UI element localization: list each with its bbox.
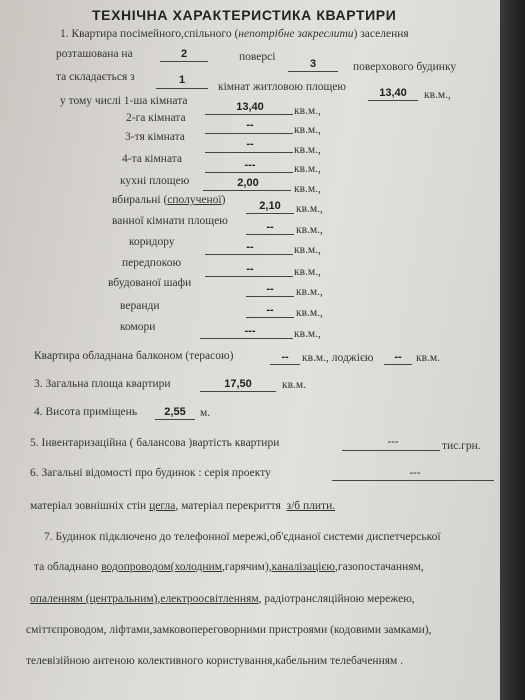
balcony-mid: кв.м., лоджією <box>302 352 374 364</box>
total-area-value: 17,50 <box>224 378 252 390</box>
located-on-label: розташована на <box>56 48 133 60</box>
corridor-line <box>205 254 293 255</box>
bath-label: ванної кімнати площею <box>112 215 228 227</box>
consists-label: та складається з <box>56 71 135 83</box>
floor-value: 2 <box>180 48 188 60</box>
loggia-line <box>384 364 412 365</box>
unit: кв.м., <box>294 328 321 340</box>
room1-value: 13,40 <box>236 101 264 113</box>
wardrobe-line <box>246 296 294 297</box>
kitchen-value: 2,00 <box>237 177 259 189</box>
wardrobe-value: -- <box>266 283 274 295</box>
total-area-unit: кв.м. <box>282 379 307 391</box>
loggia-value: -- <box>394 351 402 363</box>
living-area-line <box>368 100 418 101</box>
unit: кв.м., <box>296 203 323 215</box>
total-area-line <box>200 391 276 392</box>
walls-material: цегла <box>149 500 176 512</box>
bath-value: -- <box>266 221 274 233</box>
bath-line <box>246 234 294 235</box>
p7-line4: сміттєпроводом, ліфтами,замковопереговорними пристроями (кодовими замками), <box>26 624 432 636</box>
living-area-value: 13,40 <box>379 87 407 99</box>
room2-value: -- <box>246 119 254 131</box>
unit: кв.м., <box>294 144 321 156</box>
unit: кв.м., <box>296 286 323 298</box>
rooms-line <box>156 88 208 89</box>
p7-line2: та обладнано водопроводом(холодним,гарячим),каналізацією,газопостачанням, <box>34 561 424 573</box>
kitchen-label: кухні площею <box>120 175 190 187</box>
rooms-value: 1 <box>178 74 186 86</box>
inventory-value: --- <box>387 436 399 448</box>
floors-material: з/б плити. <box>286 500 336 512</box>
height-value: 2,55 <box>164 406 186 418</box>
p7-line5: телевізійною антеною колективного користування,кабельним телебаченням . <box>26 655 404 667</box>
p7-line3: опаленням (центральним),електроосвітленням, радіотрансляційною мережею, <box>30 593 415 605</box>
hall-value: -- <box>246 263 254 275</box>
storage-line <box>200 338 293 339</box>
building-word: поверхового будинку <box>353 61 457 73</box>
toilet-line <box>246 213 294 214</box>
unit: кв.м., <box>294 266 321 278</box>
inventory-unit: тис.грн. <box>442 440 481 452</box>
floors-total-line <box>288 71 338 72</box>
balcony-value: -- <box>281 351 289 363</box>
p7-line1: 7. Будинок підключено до телефонної мережі,об'єднаної системи диспетчерської <box>44 531 441 543</box>
hall-label: передпокою <box>122 257 182 269</box>
room2-label: 2-га кімната <box>126 112 186 124</box>
toilet-value: 2,10 <box>259 200 281 212</box>
height-unit: м. <box>200 407 211 419</box>
unit: кв.м., <box>294 124 321 136</box>
room4-line <box>205 172 293 173</box>
hall-line <box>205 276 293 277</box>
inventory-line <box>342 450 440 451</box>
unit: кв.м., <box>294 163 321 175</box>
total-area-label: 3. Загальна площа квартири <box>34 378 171 390</box>
floors-total-value: 3 <box>309 58 317 70</box>
room3-line <box>205 152 293 153</box>
floor-word: поверсі <box>239 51 276 63</box>
kitchen-line <box>203 190 291 191</box>
balcony-unit: кв.м. <box>416 352 441 364</box>
unit: кв.м., <box>424 89 451 101</box>
veranda-label: веранди <box>120 300 160 312</box>
corridor-label: коридору <box>129 236 175 248</box>
inventory-value-label: 5. Інвентаризаційна ( балансова )вартість квартири <box>30 437 280 449</box>
veranda-line <box>246 317 294 318</box>
room4-value: --- <box>244 159 256 171</box>
living-area-label: кімнат житловою площею <box>218 81 347 93</box>
corridor-value: -- <box>246 241 254 253</box>
building-info-label: 6. Загальні відомості про будинок : серія проекту <box>30 467 271 479</box>
unit: кв.м., <box>296 307 323 319</box>
floor-line <box>160 61 208 62</box>
room1-line <box>205 114 293 115</box>
room3-label: 3-тя кімната <box>125 131 185 143</box>
unit: кв.м., <box>294 244 321 256</box>
room1-label: у тому числі 1-ша кімната <box>60 95 188 107</box>
room2-line <box>205 133 293 134</box>
room4-label: 4-та кімната <box>122 153 183 165</box>
materials-line: матеріал зовнішніх стін цегла, матеріал перекриття з/б плити. <box>30 500 336 512</box>
unit: кв.м., <box>296 224 323 236</box>
series-line <box>332 480 494 481</box>
balcony-line <box>270 364 300 365</box>
unit: кв.м., <box>294 105 321 117</box>
height-line <box>155 419 195 420</box>
unit: кв.м., <box>294 183 321 195</box>
height-label: 4. Висота приміщень <box>34 406 138 418</box>
wardrobe-label: вбудованої шафи <box>108 277 192 289</box>
series-value: --- <box>409 467 421 479</box>
toilet-label: вбиральні (сполученої) <box>112 194 226 206</box>
veranda-value: -- <box>266 304 274 316</box>
storage-value: --- <box>244 325 256 337</box>
room3-value: -- <box>246 138 254 150</box>
dark-background-edge <box>500 0 525 700</box>
document-title: ТЕХНІЧНА ХАРАКТЕРИСТИКА КВАРТИРИ <box>92 7 397 23</box>
storage-label: комори <box>120 321 156 333</box>
p1-intro: 1. Квартира посімейного,спільного (непотрібне закреслити) заселення <box>60 28 409 40</box>
balcony-label: Квартира обладнана балконом (терасою) <box>34 350 234 362</box>
